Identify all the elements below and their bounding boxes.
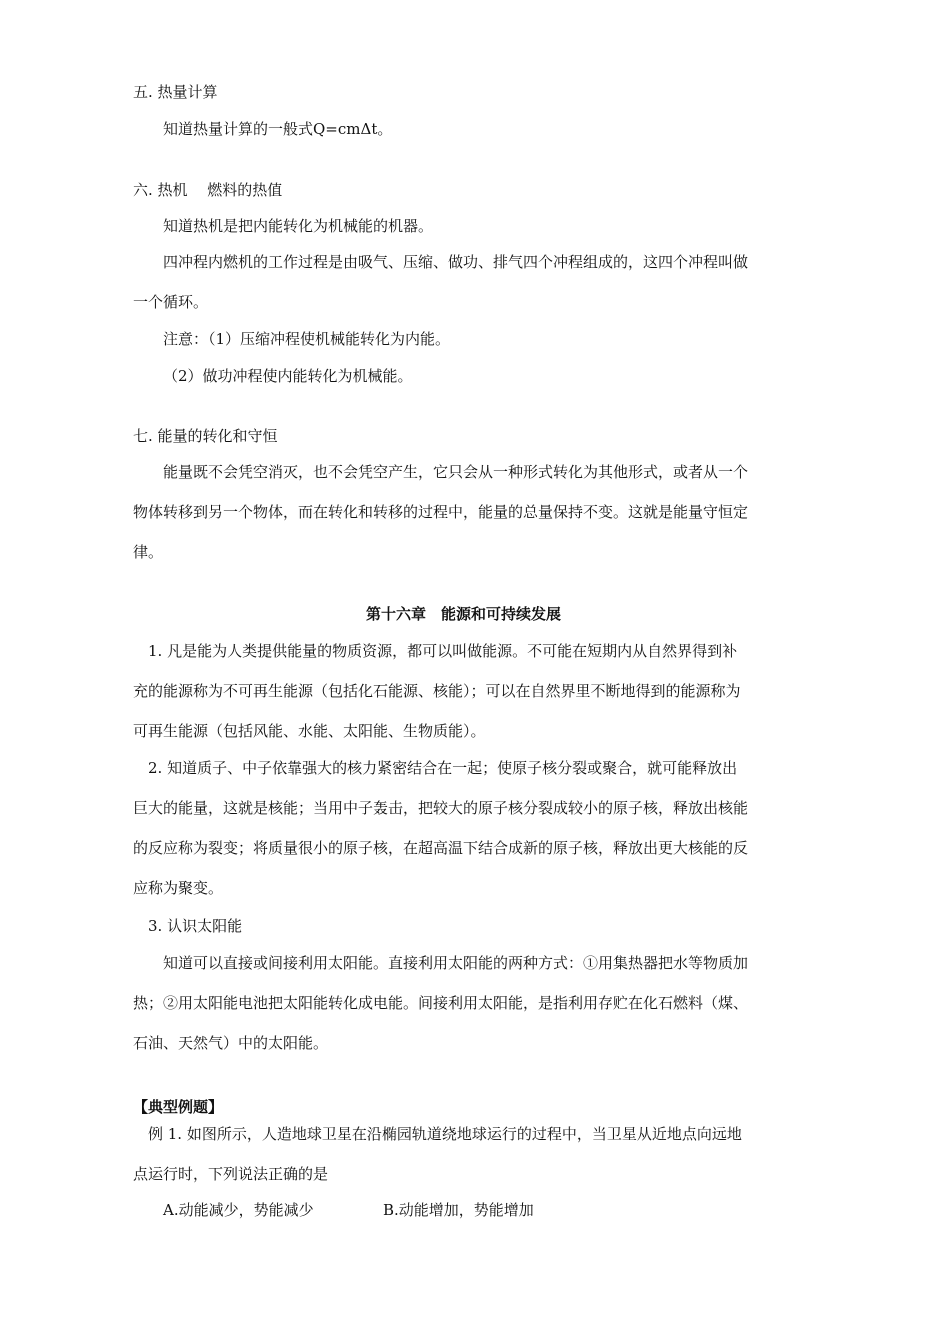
chapter-16-item-1-line-2: 充的能源称为不可再生能源（包括化石能源、核能）；可以在自然界里不断地得到的能源称为 bbox=[133, 682, 741, 700]
chapter-16-title: 第十六章 能源和可持续发展 bbox=[366, 605, 562, 623]
chapter-16-item-2-line-1: 2. 知道质子、中子依靠强大的核力紧密结合在一起；使原子核分裂或聚合，就可能释放出 bbox=[148, 759, 738, 777]
section-7-heading: 七. 能量的转化和守恒 bbox=[133, 427, 278, 445]
section-7-paragraph-line-2: 物体转移到另一个物体，而在转化和转移的过程中，能量的总量保持不变。这就是能量守恒定 bbox=[133, 503, 749, 521]
section-6-heading: 六. 热机 燃料的热值 bbox=[133, 181, 283, 199]
section-6-paragraph-1: 知道热机是把内能转化为机械能的机器。 bbox=[163, 217, 434, 235]
chapter-16-item-3-paragraph-line-1: 知道可以直接或间接利用太阳能。直接利用太阳能的两种方式：①用集热器把水等物质加 bbox=[163, 954, 749, 972]
chapter-16-item-1-line-1: 1. 凡是能为人类提供能量的物质资源，都可以叫做能源。不可能在短期内从自然界得到补 bbox=[148, 642, 738, 660]
chapter-16-item-2-line-4: 应称为聚变。 bbox=[133, 879, 224, 897]
examples-heading: 【典型例题】 bbox=[133, 1098, 224, 1116]
section-7-paragraph-line-3: 律。 bbox=[133, 543, 164, 561]
chapter-16-item-1-line-3: 可再生能源（包括风能、水能、太阳能、生物质能）。 bbox=[133, 722, 486, 740]
example-1-option-a: A.动能减少，势能减少 bbox=[163, 1201, 314, 1219]
example-1-line-1: 例 1. 如图所示，人造地球卫星在沿椭园轨道绕地球运行的过程中，当卫星从近地点向远地 bbox=[148, 1125, 742, 1143]
section-5-heading: 五. 热量计算 bbox=[133, 83, 218, 101]
section-7-paragraph-line-1: 能量既不会凭空消灭，也不会凭空产生，它只会从一种形式转化为其他形式，或者从一个 bbox=[163, 463, 749, 481]
example-1-line-2: 点运行时，下列说法正确的是 bbox=[133, 1165, 329, 1183]
section-6-note-2: （2）做功冲程使内能转化为机械能。 bbox=[163, 367, 413, 385]
chapter-16-item-2-line-3: 的反应称为裂变；将质量很小的原子核，在超高温下结合成新的原子核，释放出更大核能的反 bbox=[133, 839, 749, 857]
chapter-16-item-3-heading: 3. 认识太阳能 bbox=[148, 917, 243, 935]
example-1-option-b: B.动能增加，势能增加 bbox=[383, 1201, 534, 1219]
section-6-paragraph-2-line-2: 一个循环。 bbox=[133, 293, 209, 311]
chapter-16-item-3-paragraph-line-3: 石油、天然气）中的太阳能。 bbox=[133, 1034, 329, 1052]
section-5-paragraph: 知道热量计算的一般式Q=cmΔt。 bbox=[163, 120, 393, 138]
section-6-note-1: 注意：（1）压缩冲程使机械能转化为内能。 bbox=[163, 330, 451, 348]
chapter-16-item-2-line-2: 巨大的能量，这就是核能；当用中子轰击，把较大的原子核分裂成较小的原子核，释放出核能 bbox=[133, 799, 749, 817]
section-6-paragraph-2-line-1: 四冲程内燃机的工作过程是由吸气、压缩、做功、排气四个冲程组成的，这四个冲程叫做 bbox=[163, 253, 749, 271]
chapter-16-item-3-paragraph-line-2: 热；②用太阳能电池把太阳能转化成电能。间接利用太阳能，是指利用存贮在化石燃料（煤、 bbox=[133, 994, 749, 1012]
